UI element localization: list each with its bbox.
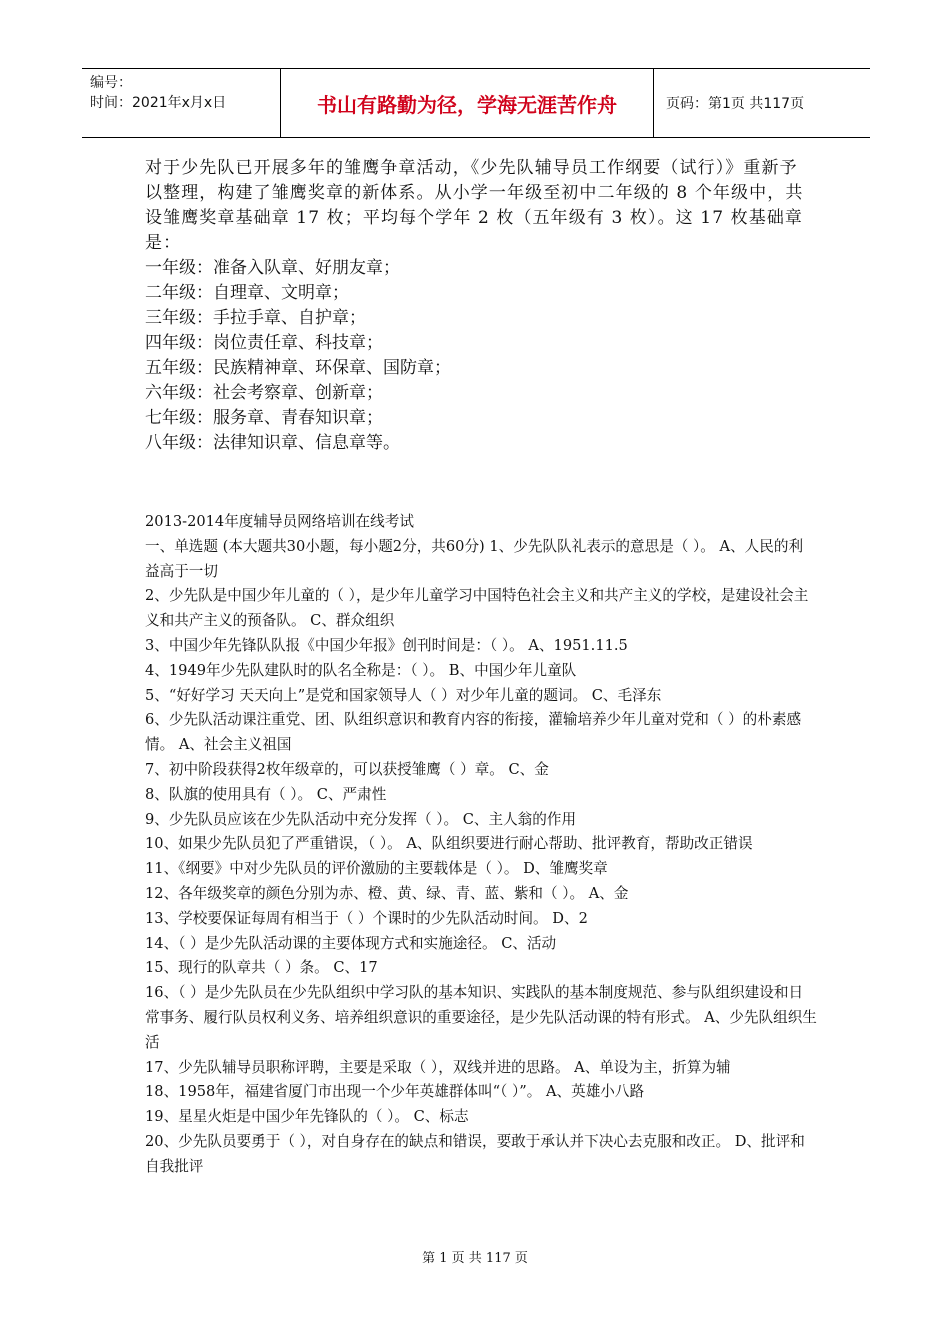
intro-section — [145, 156, 815, 456]
question-10: 10、如果少先队员犯了严重错误，（ ）。 A、队组织要进行耐心帮助、批评教育，帮助改正错误 — [145, 835, 753, 853]
question-6: 6、少先队活动课注重党、团、队组织意识和教育内容的衔接，灌输培养少年儿童对党和（ ）的朴素感情。 A、社会主义祖国 — [145, 711, 802, 754]
question-19: 19、星星火炬是中国少年先锋队的（ ）。 C、标志 — [145, 1108, 469, 1126]
grade-line-2: 二年级：自理章、文明章； — [145, 283, 349, 303]
grade-line-7: 七年级：服务章、青春知识章； — [145, 408, 383, 428]
question-14: 14、（ ）是少先队活动课的主要体现方式和实施途径。 C、活动 — [145, 934, 557, 952]
question-16: 16、（ ）是少先队员在少先队组织中学习队的基本知识、实践队的基本制度规范、参与队组织建设和日常事务、履行队员权利义务、培养组织意识的重要途径，是少先队活动课的特有形式。 A、少先队组织生活 — [145, 984, 817, 1051]
intro-paragraph: 对于少先队已开展多年的雏鹰争章活动，《少先队辅导员工作纲要（试行）》重新予以整理，构建了雏鹰奖章的新体系。从小学一年级至初中二年级的 8 个年级中，共设雏鹰奖章基础章 17 枚；平均每个学年 2 枚（五年级有 3 枚）。这 17 枚基础章是： — [145, 158, 804, 253]
question-1: 一、单选题 (本大题共30小题，每小题2分，共60分) 1、少先队队礼表示的意思是（ ）。 A、人民的利益高于一切 — [145, 537, 804, 580]
header-motto: 书山有路勤为径，学海无涯苦作舟 — [281, 69, 654, 137]
question-7: 7、初中阶段获得2枚年级章的，可以获授雏鹰（ ）章。 C、金 — [145, 760, 549, 778]
header-date: 时间：2021年x月x日 — [90, 95, 227, 111]
exam-title: 2013-2014年度辅导员网络培训在线考试 — [145, 513, 414, 530]
question-5: 5、“好好学习 天天向上”是党和国家领导人（ ）对少年儿童的题词。 C、毛泽东 — [145, 686, 662, 704]
question-18: 18、1958年，福建省厦门市出现一个少年英雄群体叫“（ ）”。 A、英雄小八路 — [145, 1083, 645, 1101]
question-3: 3、中国少年先锋队队报《中国少年报》创刊时间是：（ ）。 A、1951.11.5 — [145, 636, 628, 654]
page-footer: 第 1 页 共 117 页 — [422, 1251, 528, 1266]
question-12: 12、各年级奖章的颜色分别为赤、橙、黄、绿、青、蓝、紫和（ ）。 A、金 — [145, 884, 629, 902]
grade-line-5: 五年级：民族精神章、环保章、国防章； — [145, 358, 451, 378]
grade-line-1: 一年级：准备入队章、好朋友章； — [145, 258, 400, 278]
grade-line-3: 三年级：手拉手章、自护章； — [145, 308, 366, 328]
question-20: 20、少先队员要勇于（ ），对自身存在的缺点和错误，要敢于承认并下决心去克服和改正。 D、批评和自我批评 — [145, 1132, 805, 1175]
grade-line-4: 四年级：岗位责任章、科技章； — [145, 333, 383, 353]
question-4: 4、1949年少先队建队时的队名全称是：（ ）。 B、中国少年儿童队 — [145, 661, 577, 679]
question-17: 17、少先队辅导员职称评聘，主要是采取（ ），双线并进的思路。 A、单设为主，折算为辅 — [145, 1058, 731, 1076]
question-8: 8、队旗的使用具有（ ）。 C、严肃性 — [145, 785, 387, 803]
question-15: 15、现行的队章共（ ）条。 C、17 — [145, 959, 378, 977]
grade-line-8: 八年级：法律知识章、信息章等。 — [145, 433, 400, 453]
question-2: 2、少先队是中国少年儿童的（ ），是少年儿童学习中国特色社会主义和共产主义的学校，是建设社会主义和共产主义的预备队。 C、群众组织 — [145, 587, 809, 630]
header-page-info: 页码：第1页 共117页 — [666, 96, 805, 112]
question-11: 11、《纲要》中对少先队员的评价激励的主要载体是（ ）。 D、雏鹰奖章 — [145, 860, 608, 878]
question-9: 9、少先队员应该在少先队活动中充分发挥（ ）。 C、主人翁的作用 — [145, 810, 577, 828]
question-13: 13、学校要保证每周有相当于（ ）个课时的少先队活动时间。 D、2 — [145, 909, 588, 927]
grade-line-6: 六年级：社会考察章、创新章； — [145, 383, 383, 403]
header-meta — [82, 69, 281, 137]
header-number-label: 编号： — [90, 75, 132, 91]
exam-section — [145, 510, 817, 1180]
document-header — [82, 68, 870, 138]
